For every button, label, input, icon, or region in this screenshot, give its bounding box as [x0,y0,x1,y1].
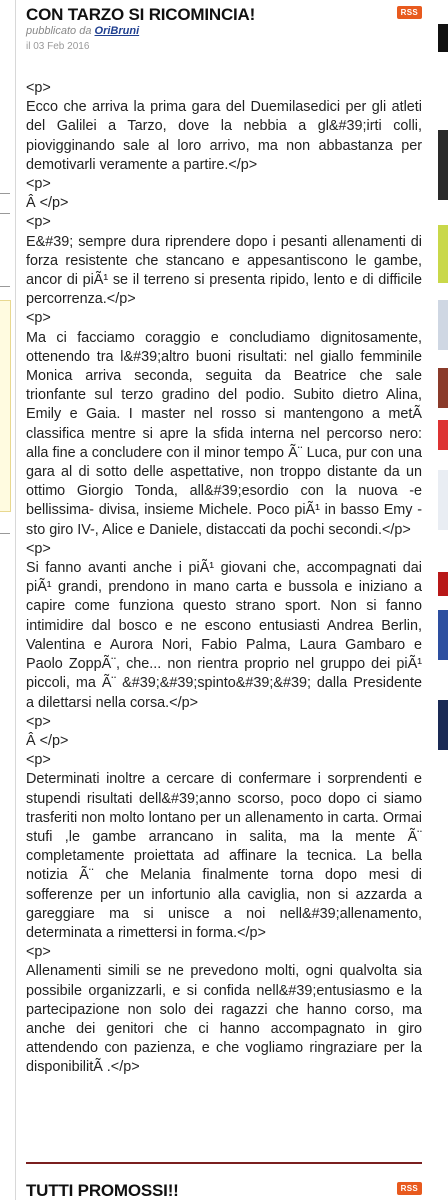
left-sidebar-edge [0,0,18,1200]
sidebar-thumbnail[interactable] [438,700,448,750]
article-paragraph: Si fanno avanti anche i piÃ¹ giovani che, accompagnati dai piÃ¹ grandi, prendono in mano carta e bussola e iniziano a capire come funziona questo strano sport. Non si fanno intimidire dal bosco e ne escono entusiasti Andrea Berlin, Valentina e Aurora Nori, Fabio Palma, Laura Gambaro e Paolo ZoppÃ¨, che... non rientra proprio nel gruppo dei piÃ¹ piccoli, ma Ã¨ &#39;&#39;spinto&#39;&#39; dalla Presidente a dilettarsi nella corsa.</p> [26,560,422,711]
article-paragraph: Determinati inoltre a cercare di confermare i sorprendenti e stupendi risultati dell&#39;anno scorso, poco dopo ci siamo trasferiti non molto lontano per un allenamento in carta. Ormai stufi ,le gambe arrancano in salita, ma la mente Ã¨ completamente proiettata ad affinare la tecnica. La bella notizia Ã¨ che Melania finalmente torna dopo mesi di sofferenze per un infortunio alla caviglia, non si azzarda a gareggiare ma si unisce a noi nell&#39;allenamento, determinata a rimettersi in forma.</p> [26,771,422,941]
article-title[interactable]: CON TARZO SI RICOMINCIA! [26,5,256,24]
article-paragraph: Ecco che arriva la prima gara del Duemilasedici per gli atleti del Galilei a Tarzo, dove la nebbia a gl&#39;irti colli, piovigginando sale al loro arrivo, ma non abbastanza per demotivarli veramente a partire.</p> [26,99,422,173]
next-article-title[interactable]: TUTTI PROMOSSI!! [26,1181,179,1200]
article-paragraph: <p> [26,540,51,557]
sidebar-thumbnail[interactable] [438,300,448,350]
rss-badge[interactable]: RSS [397,1182,422,1195]
article [26,0,422,1078]
article-paragraph: Â </p> [26,732,69,749]
article-paragraph: Ma ci facciamo coraggio e concludiamo dignitosamente, ottenendo tra l&#39;altro buoni risultati: nel giallo femminile Monica arriva seconda, seguita da Beatrice che sale trionfante sul terzo gradino del podio. Subito dietro Alina, Emily e Gaia. I master nel rosso si mantengono a metÃ classifica mentre si apre la sfida interna nel percorso nero: alla fine a concludere con il minor tempo Ã¨ Luca, pur con una gara al di sotto delle aspettative, non troppo distante da un ottimo Giorgio Tonda, all&#39;esordio con la nuova -e bellissima- divisa, insieme Michele. Poco piÃ¹ in basso Emy -sto giro IV-, Alice e Daniele, distaccati da pochi secondi.</p> [26,329,422,538]
author-link[interactable]: OriBruni [94,25,140,37]
article-byline [26,24,422,39]
article-body [26,79,422,1078]
article-paragraph: <p> [26,80,51,96]
article-paragraph: <p> [26,713,51,730]
sidebar-thumbnail[interactable] [438,24,448,52]
article-paragraph: <p> [26,176,51,193]
left-sidebar-border [15,0,16,1200]
sidebar-thumbnail[interactable] [438,610,448,660]
rss-badge[interactable]: RSS [397,6,422,19]
article-paragraph: Â </p> [26,195,69,212]
left-sidebar-divider [0,533,10,534]
article-paragraph: <p> [26,944,51,961]
article-paragraph: <p> [26,214,51,231]
sidebar-thumbnail[interactable] [438,572,448,596]
sidebar-thumbnail[interactable] [438,225,448,283]
next-article-header [26,1176,422,1200]
left-sidebar-divider [0,193,10,194]
article-paragraph: <p> [26,752,51,769]
left-sidebar-divider [0,213,10,214]
sidebar-thumbnail[interactable] [438,420,448,450]
sidebar-thumbnail[interactable] [438,130,448,200]
left-sidebar-panel [0,300,11,512]
right-sidebar-edge [436,0,448,1200]
article-date: il 03 Feb 2016 [26,41,90,52]
article-header [26,0,422,24]
article-paragraph: <p> [26,310,51,327]
sidebar-thumbnail[interactable] [438,470,448,530]
article-paragraph: Allenamenti simili se ne prevedono molti, ogni qualvolta sia possibile organizzarli, e si confida nell&#39;entusiasmo e la partecipazione non solo dei ragazzi che hanno corso, ma anche dei genitori che ci hanno accompagnato in giro attendendo con pazienza, e che vogliamo ringraziare per la disponibilitÃ .</p> [26,963,422,1076]
sidebar-thumbnail[interactable] [438,368,448,408]
article-paragraph: E&#39; sempre dura riprendere dopo i pesanti allenamenti di forza resistente che stancano e appesantiscono le gambe, ancor di piÃ¹ se il terreno si presenta ripido, lento e di difficile percorrenza.</p> [26,233,422,308]
byline-prefix: pubblicato da [26,25,92,37]
left-sidebar-divider [0,286,10,287]
article-divider [26,1162,422,1164]
